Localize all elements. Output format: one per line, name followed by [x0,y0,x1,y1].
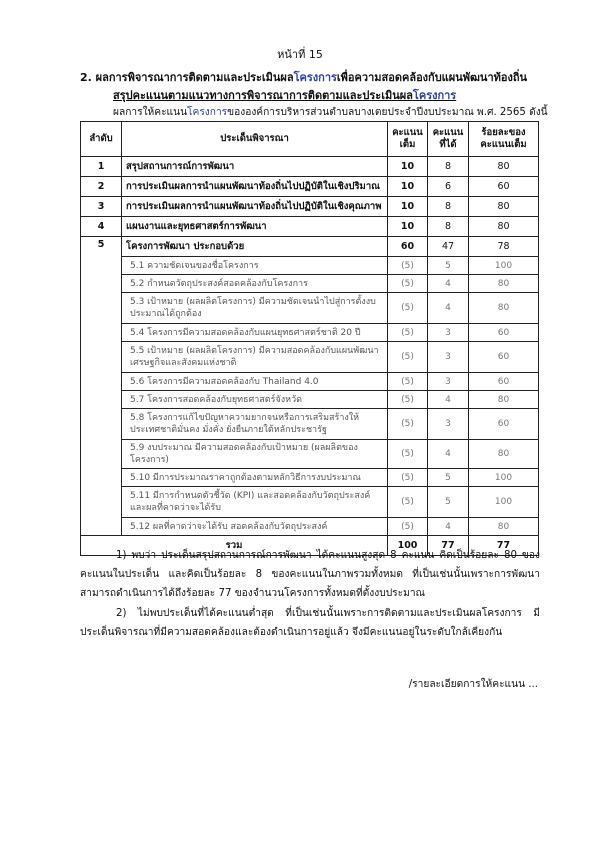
sub-percent: 60 [469,324,539,342]
total-percent: 77 [469,536,539,556]
sub-percent: 60 [469,373,539,391]
sub-row [81,518,539,536]
sub-full-score: (5) [388,487,428,518]
sub-percent: 60 [469,342,539,373]
total-label: รวม [81,536,388,556]
sub-percent: 80 [469,518,539,536]
sub-score-got: 3 [428,324,469,342]
sub-score-got: 5 [428,487,469,518]
sub-row [81,342,539,373]
table-row [81,157,539,177]
row-issue: แผนงานและยุทธศาสตร์การพัฒนา [122,217,388,237]
sub-row [81,373,539,391]
row-number: 1 [81,157,122,177]
sub-row [81,324,539,342]
sub-score-got: 4 [428,275,469,293]
sub-issue: 5.2 กำหนดวัตถุประสงค์สอดคล้องกับโครงการ [122,275,388,293]
sub-issue: 5.6 โครงการมีความสอดคล้องกับ Thailand 4.0 [122,373,388,391]
intro-line [113,104,548,120]
section-subheading [113,86,456,104]
row-percent: 78 [469,237,539,257]
row-number: 2 [81,177,122,197]
subheading-highlight: โครงการ [412,89,457,102]
sub-score-got: 4 [428,518,469,536]
row-score-got: 8 [428,157,469,177]
sub-full-score: (5) [388,293,428,324]
table-row [81,197,539,217]
row-full-score: 10 [388,217,428,237]
row-percent: 80 [469,217,539,237]
sub-full-score: (5) [388,391,428,409]
finding-paragraph-2 [80,604,540,642]
total-full-score: 100 [388,536,428,556]
table-row [81,237,539,257]
row-issue: การประเมินผลการนำแผนพัฒนาท้องถิ่นไปปฏิบัติในเชิงคุณภาพ [122,197,388,217]
intro-suffix: ขององค์การบริหารส่วนตำบลบางเตยประจำปีงบประมาณ พ.ศ. 2565 ดังนี้ [227,107,548,118]
sub-issue: 5.1 ความชัดเจนของชื่อโครงการ [122,257,388,275]
row-percent: 80 [469,157,539,177]
row-score-got: 47 [428,237,469,257]
table-header-row [81,122,539,157]
sub-full-score: (5) [388,518,428,536]
sub-issue: 5.3 เป้าหมาย (ผลผลิตโครงการ) มีความชัดเจนนำไปสู่การตั้งงบประมาณได้ถูกต้อง [122,293,388,324]
sub-full-score: (5) [388,257,428,275]
continuation-note: /รายละเอียดการให้คะแนน ... [408,679,538,690]
row-number: 4 [81,217,122,237]
sub-score-got: 3 [428,342,469,373]
sub-issue: 5.9 งบประมาณ มีความสอดคล้องกับเป้าหมาย (ผลผลิตของโครงการ) [122,440,388,469]
heading-prefix: 2. ผลการพิจารณาการติดตามและประเมินผล [80,71,294,84]
sub-score-got: 4 [428,391,469,409]
finding-text-2: 2) ไม่พบประเด็นที่ได้คะแนนต่ำสุด ที่เป็นเช่นนั้นเพราะการติดตามและประเมินผลโครงการ มีประเด็นพิจารณาที่มีความสอดคล้องและต้องดำเนินการอยู่แล้ว จึงมีคะแนนอยู่ในระดับใกล้เคียงกัน [80,608,540,638]
row-full-score: 10 [388,157,428,177]
sub-full-score: (5) [388,275,428,293]
row-full-score: 10 [388,197,428,217]
finding-paragraph-1 [80,546,540,603]
score-table [80,121,539,556]
row-issue: การประเมินผลการนำแผนพัฒนาท้องถิ่นไปปฏิบัติในเชิงปริมาณ [122,177,388,197]
sub-row [81,293,539,324]
sub-issue: 5.4 โครงการมีความสอดคล้องกับแผนยุทธศาสตร์ชาติ 20 ปี [122,324,388,342]
header-score-got: คะแนนที่ได้ [428,122,469,157]
header-order: ลำดับ [81,122,122,157]
page-number: หน้าที่ 15 [277,48,323,61]
sub-score-got: 4 [428,293,469,324]
sub-percent: 60 [469,409,539,440]
row-number: 5 [81,237,122,536]
sub-score-got: 3 [428,373,469,391]
sub-score-got: 5 [428,257,469,275]
sub-full-score: (5) [388,342,428,373]
table-row [81,177,539,197]
row-issue: โครงการพัฒนา ประกอบด้วย [122,237,388,257]
sub-percent: 80 [469,440,539,469]
sub-full-score: (5) [388,409,428,440]
table-row [81,217,539,237]
sub-row [81,440,539,469]
sub-percent: 100 [469,469,539,487]
sub-score-got: 5 [428,469,469,487]
header-issue: ประเด็นพิจารณา [122,122,388,157]
sub-percent: 100 [469,487,539,518]
sub-row [81,409,539,440]
sub-issue: 5.7 โครงการสอดคล้องกับยุทธศาสตร์จังหวัด [122,391,388,409]
section-heading [80,68,527,86]
sub-issue: 5.11 มีการกำหนดตัวชี้วัด (KPI) และสอดคล้องกับวัตถุประสงค์และผลที่คาดว่าจะได้รับ [122,487,388,518]
sub-percent: 80 [469,293,539,324]
sub-full-score: (5) [388,469,428,487]
sub-percent: 100 [469,257,539,275]
row-full-score: 10 [388,177,428,197]
sub-row [81,257,539,275]
sub-issue: 5.8 โครงการแก้ไขปัญหาความยากจนหรือการเสริมสร้างให้ประเทศชาติมั่นคง มั่งคั่ง ยั่งยืนภายใต้หลักประชารัฐ [122,409,388,440]
sub-full-score: (5) [388,440,428,469]
sub-issue: 5.10 มีการประมาณราคาถูกต้องตามหลักวิธีการงบประมาณ [122,469,388,487]
sub-full-score: (5) [388,373,428,391]
heading-suffix: เพื่อความสอดคล้องกับแผนพัฒนาท้องถิ่น [336,71,528,84]
total-score-got: 77 [428,536,469,556]
row-number: 3 [81,197,122,217]
intro-prefix: ผลการให้คะแนน [113,107,188,118]
sub-issue: 5.5 เป้าหมาย (ผลผลิตโครงการ) มีความสอดคล้องกับแผนพัฒนาเศรษฐกิจและสังคมแห่งชาติ [122,342,388,373]
intro-highlight: โครงการ [187,107,228,118]
subheading-prefix: สรุปคะแนนตามแนวทางการพิจารณาการติดตามและประเมินผล [113,89,413,102]
row-percent: 80 [469,197,539,217]
finding-text-1: 1) พบว่า ประเด็นสรุปสถานการณ์การพัฒนา ได้คะแนนสูงสุด 8 คะแนน คิดเป็นร้อยละ 80 ของคะแนนในประเด็น และคิดเป็นร้อยละ 8 ของคะแนนในภาพรวมทั้งหมด ที่เป็นเช่นนั้นเพราะการพัฒนาสามารถดำเนินการได้ถึงร้อยละ 77 ของจำนวนโครงการทั้งหมดที่ตั้งงบประมาณ [80,550,540,599]
sub-percent: 80 [469,275,539,293]
sub-row [81,469,539,487]
sub-score-got: 4 [428,440,469,469]
sub-percent: 80 [469,391,539,409]
sub-issue: 5.12 ผลที่คาดว่าจะได้รับ สอดคล้องกับวัตถุประสงค์ [122,518,388,536]
row-score-got: 8 [428,217,469,237]
row-score-got: 6 [428,177,469,197]
sub-full-score: (5) [388,324,428,342]
sub-row [81,487,539,518]
sub-row [81,391,539,409]
header-percent: ร้อยละของคะแนนเต็ม [469,122,539,157]
header-full-score: คะแนนเต็ม [388,122,428,157]
row-score-got: 8 [428,197,469,217]
sub-score-got: 3 [428,409,469,440]
sub-row [81,275,539,293]
heading-highlight: โครงการ [293,71,337,84]
row-percent: 60 [469,177,539,197]
row-full-score: 60 [388,237,428,257]
row-issue: สรุปสถานการณ์การพัฒนา [122,157,388,177]
